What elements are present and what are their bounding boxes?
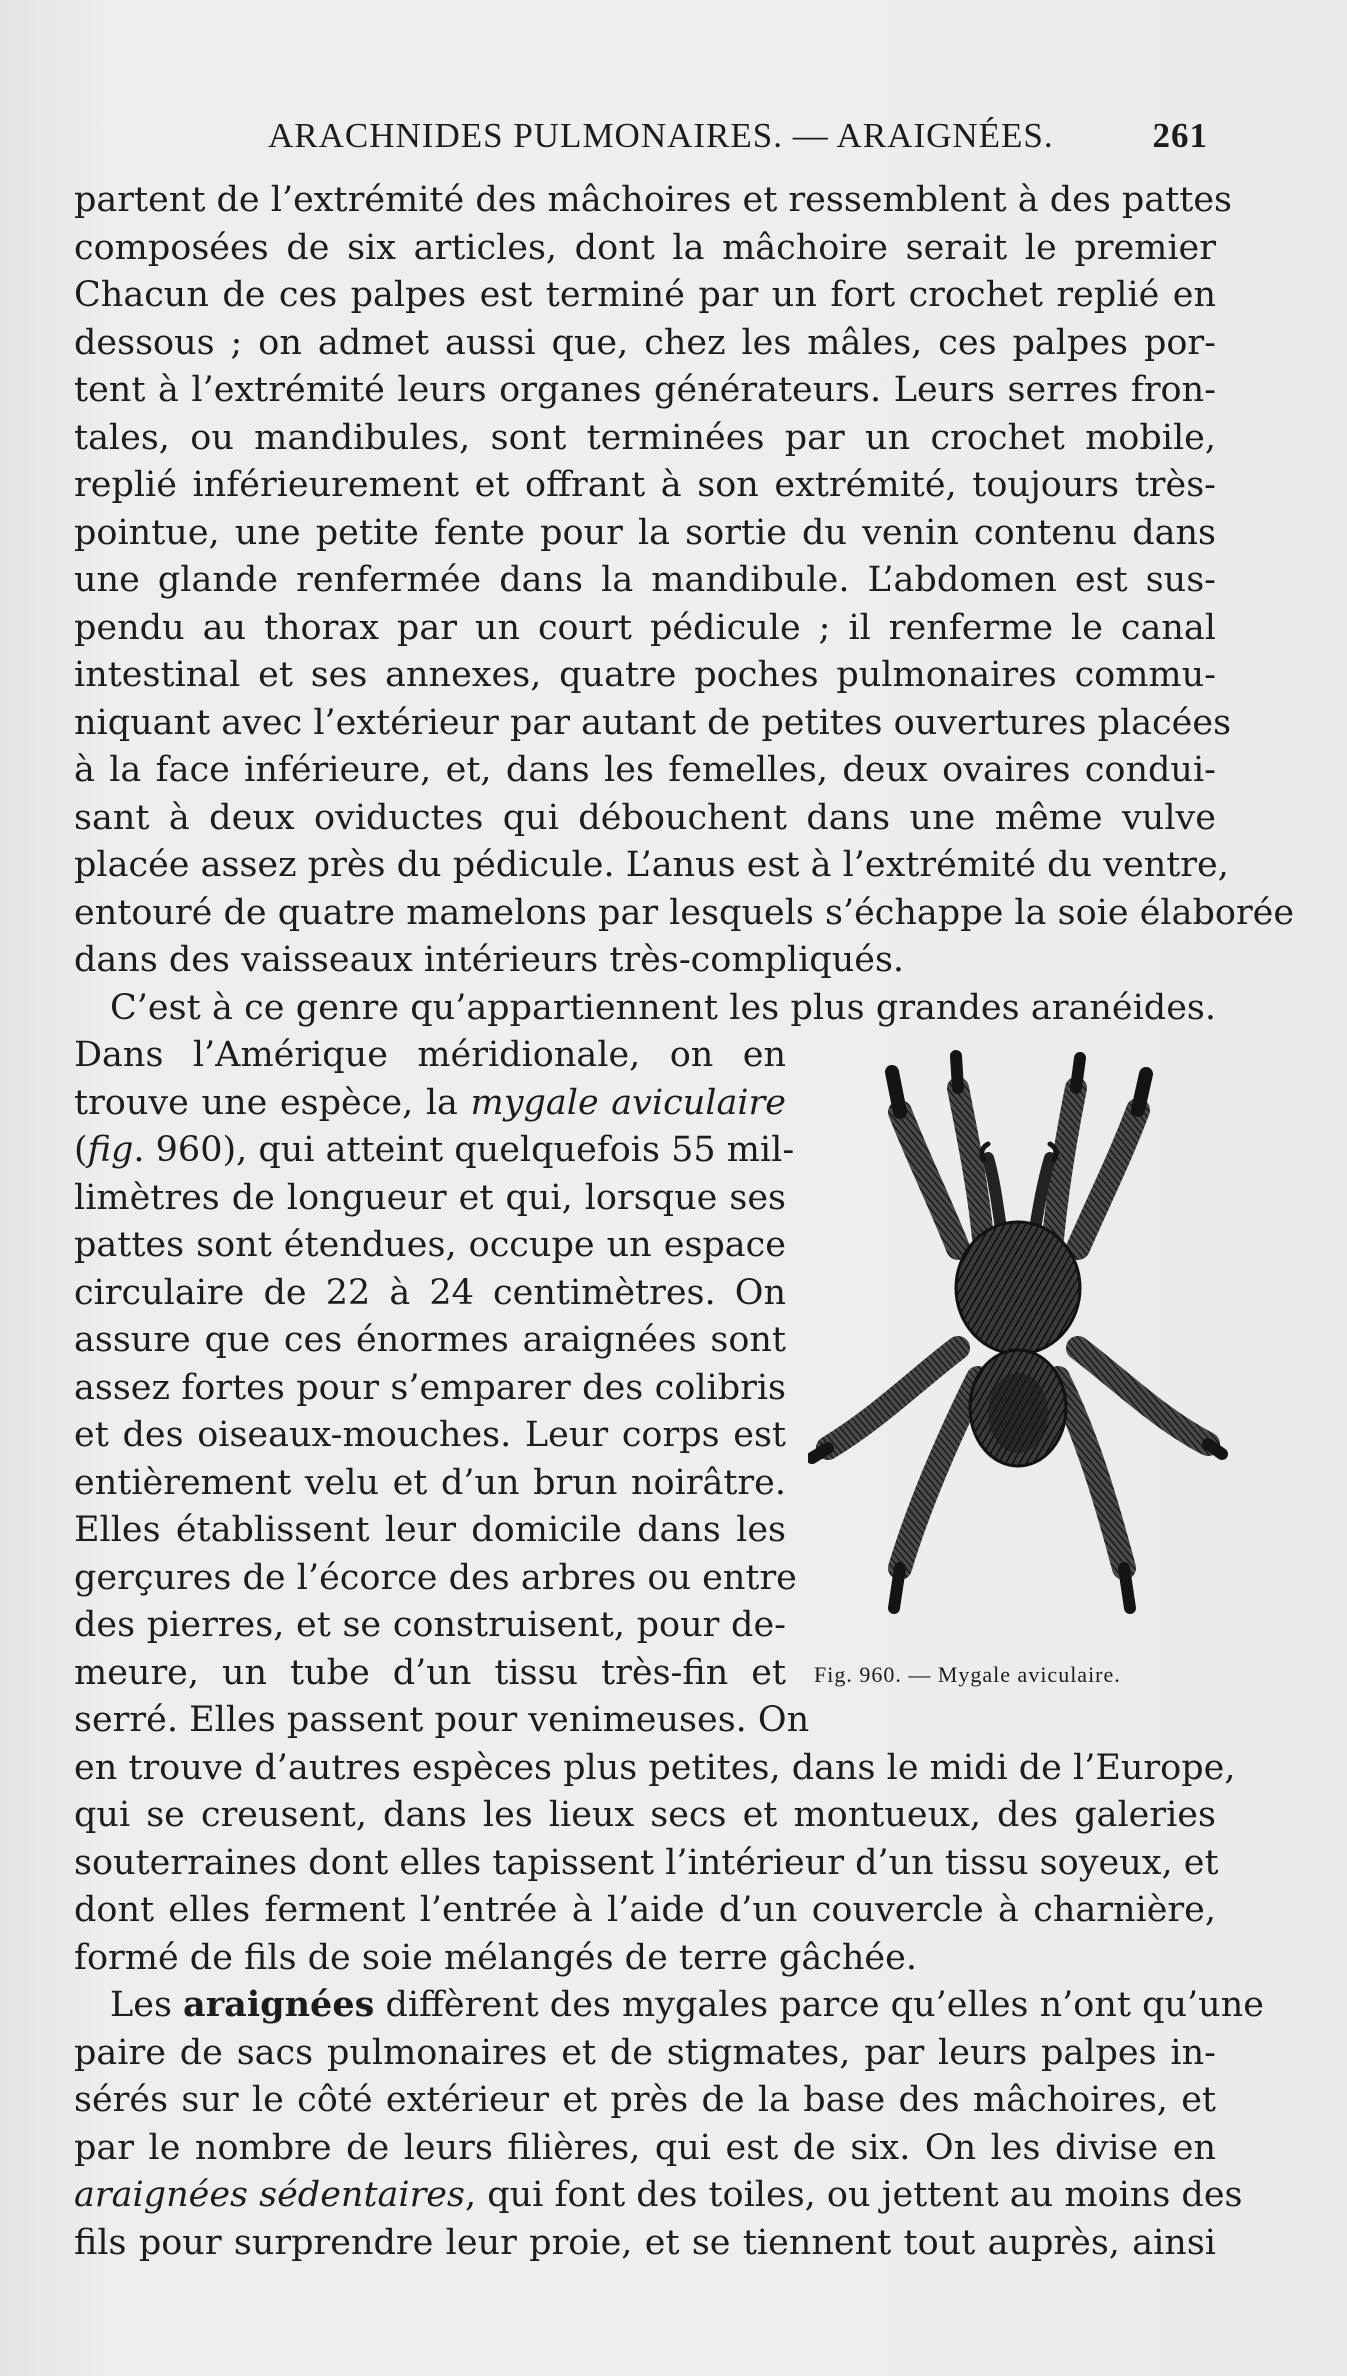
page-number: 261 [1152,116,1208,155]
text-line: des pierres, et se construisent, pour de- [74,1605,786,1645]
italic-term: araignées sédentaires [74,2175,465,2215]
text-line: dessous ; on admet aussi que, chez les mâles, ces palpes por- [74,323,1216,363]
text-line: C’est à ce genre qu’appartiennent les plus grandes aranéides. [110,988,1216,1028]
text-line: composées de six articles, dont la mâchoire serait le premier [74,228,1216,268]
text-line: partent de l’extrémité des mâchoires et ressemblent à des pattes [74,180,1233,220]
text-line: sant à deux oviductes qui débouchent dans une même vulve [74,798,1216,838]
figure-tarantula-illustration [808,1048,1228,1648]
text-line: assez fortes pour s’emparer des colibris [74,1368,786,1408]
figure-reference: fig [87,1130,134,1170]
bold-term: araignées [183,1984,375,2025]
text-line: par le nombre de leurs filières, qui est de six. On les divise en [74,2128,1216,2168]
text-line: serré. Elles passent pour venimeuses. On [74,1700,810,1740]
text-line: Elles établissent leur domicile dans les [74,1510,786,1550]
text-line: entouré de quatre mamelons par lesquels s’échappe la soie élaborée [74,893,1295,933]
text-run: ( [74,1130,88,1170]
text-line: et des oiseaux-mouches. Leur corps est [74,1415,786,1455]
text-run: trouve une espèce, la [74,1083,471,1123]
text-line [110,1981,1264,2029]
page-header [268,116,1208,166]
text-line: sérés sur le côté extérieur et près de la base des mâchoires, et [74,2080,1216,2120]
text-line: meure, un tube d’un tissu très-fin et [74,1653,786,1693]
text-line: tent à l’extrémité leurs organes générateurs. Leurs serres fron- [74,370,1216,410]
text-line: fils pour surprendre leur proie, et se tiennent tout auprès, ainsi [74,2223,1216,2263]
text-line: formé de fils de soie mélangés de terre gâchée. [74,1938,917,1978]
text-run: diffèrent des mygales parce qu’elles n’ont qu’une [374,1985,1264,2025]
text-line: une glande renfermée dans la mandibule. L’abdomen est sus- [74,560,1216,600]
text-line: paire de sacs pulmonaires et de stigmates, par leurs palpes in- [74,2033,1216,2073]
text-line: souterraines dont elles tapissent l’intérieur d’un tissu soyeux, et [74,1843,1219,1883]
text-line: assure que ces énormes araignées sont [74,1320,786,1360]
text-line: en trouve d’autres espèces plus petites, dans le midi de l’Europe, [74,1748,1236,1788]
text-line: Chacun de ces palpes est terminé par un fort crochet replié en [74,275,1216,315]
text-line: pendu au thorax par un court pédicule ; il renferme le canal [74,608,1216,648]
text-line: limètres de longueur et qui, lorsque ses [74,1178,786,1218]
tarantula-engraving [808,1048,1228,1648]
text-line: qui se creusent, dans les lieux secs et montueux, des galeries [74,1795,1216,1835]
text-line: dont elles ferment l’entrée à l’aide d’un couvercle à charnière, [74,1890,1216,1930]
text-run: Les [110,1985,184,2025]
text-line: à la face inférieure, et, dans les femelles, deux ovaires condui- [74,750,1216,790]
running-title: ARACHNIDES PULMONAIRES. — ARAIGNÉES. [268,116,1054,155]
text-line: replié inférieurement et offrant à son extrémité, toujours très- [74,465,1216,505]
text-line: Dans l’Amérique méridionale, on en [74,1035,786,1075]
text-line: gerçures de l’écorce des arbres ou entre [74,1558,797,1598]
text-run: , qui font des toiles, ou jettent au moins des [464,2175,1243,2215]
text-line: placée assez près du pédicule. L’anus est à l’extrémité du ventre, [74,845,1229,885]
text-line [74,1126,795,1174]
figure-caption: Fig. 960. — Mygale aviculaire. [814,1662,1121,1687]
text-line: niquant avec l’extérieur par autant de petites ouvertures placées [74,703,1232,743]
text-run: . 960), qui atteint quelquefois 55 mil- [133,1130,795,1170]
text-line [74,1079,786,1127]
species-name: mygale aviculaire [470,1083,786,1123]
text-line: pointue, une petite fente pour la sortie du venin contenu dans [74,513,1216,553]
text-line: intestinal et ses annexes, quatre poches pulmonaires commu- [74,655,1216,695]
text-line: circulaire de 22 à 24 centimètres. On [74,1273,786,1313]
text-line: pattes sont étendues, occupe un espace [74,1225,786,1265]
text-line: tales, ou mandibules, sont terminées par un crochet mobile, [74,418,1216,458]
text-line [74,2171,1243,2219]
text-line: entièrement velu et d’un brun noirâtre. [74,1463,786,1503]
text-line: dans des vaisseaux intérieurs très-compliqués. [74,940,905,980]
